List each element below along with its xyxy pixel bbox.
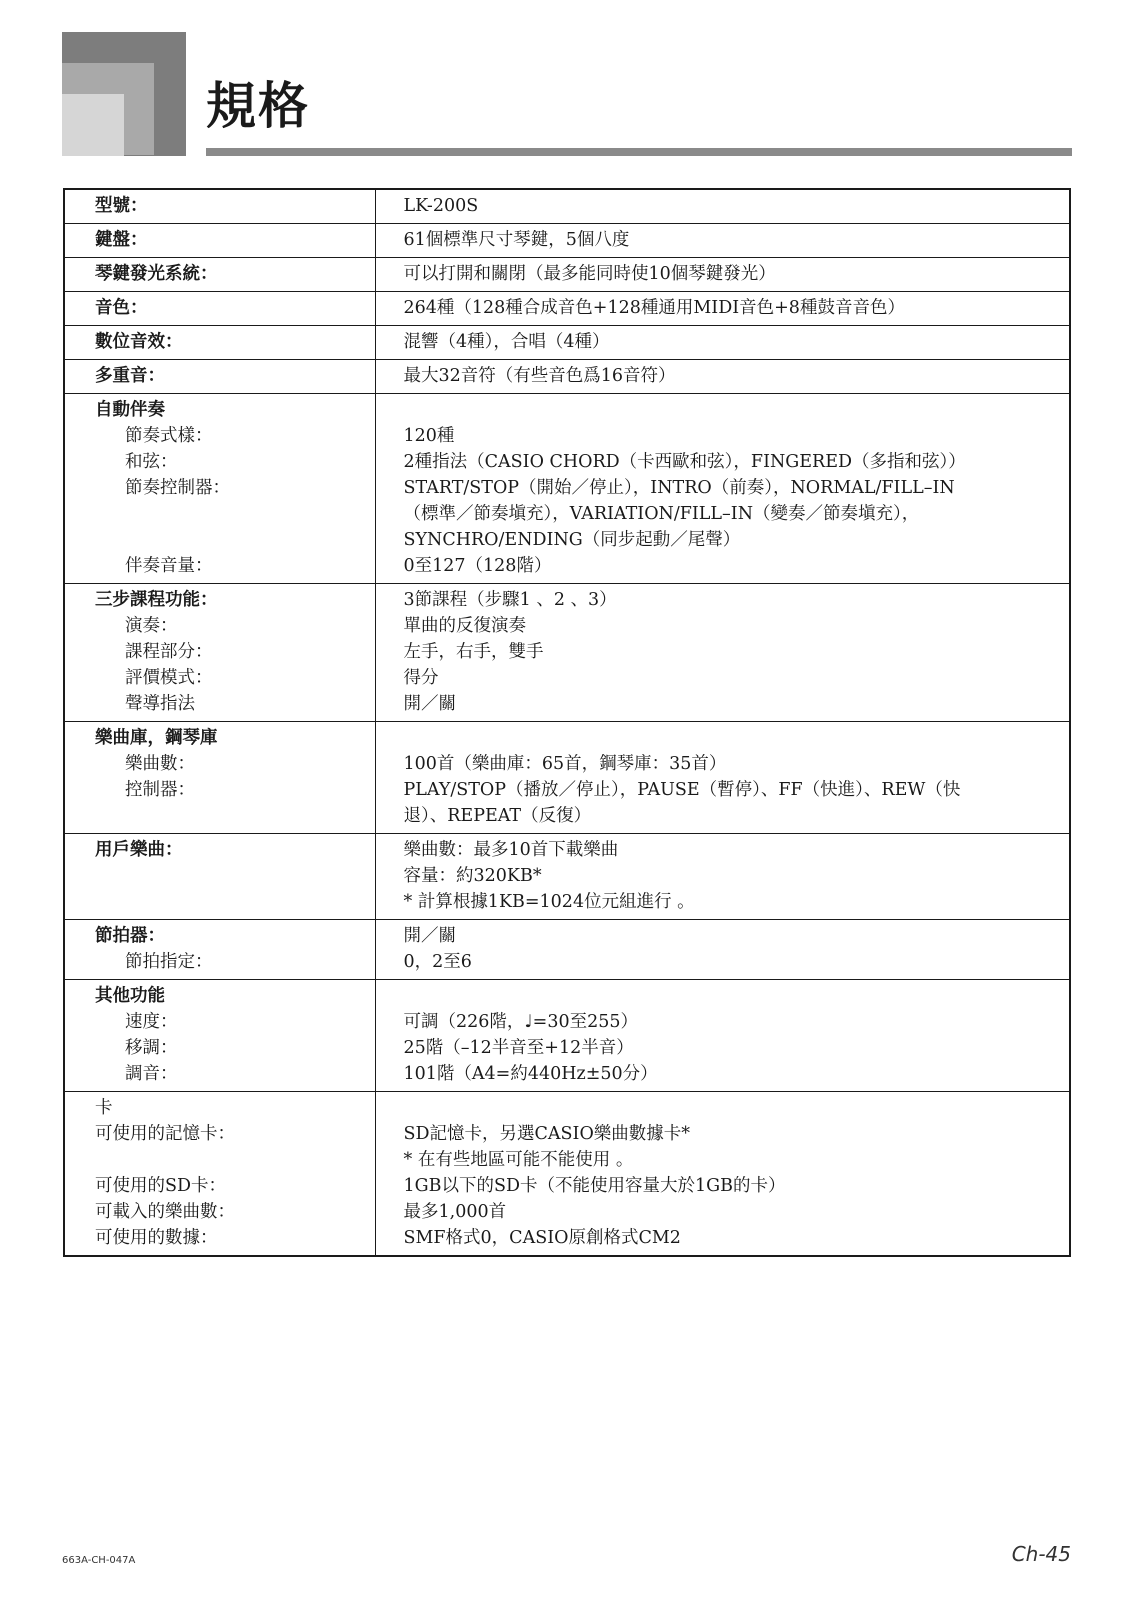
spec-sublabel: 聲導指法 xyxy=(125,694,195,714)
spec-value: START/STOP（開始／停止），INTRO（前奏），NORMAL/FILL–IN xyxy=(403,478,955,498)
spec-sublabel: 演奏： xyxy=(125,616,178,636)
spec-value: 單曲的反復演奏 xyxy=(403,616,526,636)
spec-value: 左手，右手，雙手 xyxy=(403,642,544,662)
spec-row xyxy=(64,189,1070,224)
spec-row xyxy=(64,584,1070,722)
spec-label-cell xyxy=(64,584,375,722)
spec-value-cell xyxy=(375,292,1070,326)
spec-sublabel: 調音： xyxy=(125,1064,178,1084)
spec-value-cell xyxy=(375,584,1070,722)
spec-row xyxy=(64,920,1070,980)
spec-label-cell xyxy=(64,834,375,920)
spec-row xyxy=(64,722,1070,834)
spec-row xyxy=(64,1092,1070,1257)
spec-value-cell xyxy=(375,189,1070,224)
spec-sublabel: 節拍指定： xyxy=(125,952,213,972)
spec-label: 型號： xyxy=(95,196,148,216)
spec-label: 音色： xyxy=(95,298,148,318)
spec-value: LK-200S xyxy=(403,196,479,216)
page-number: Ch-45 xyxy=(1011,1542,1071,1566)
spec-label-cell xyxy=(64,722,375,834)
spec-table xyxy=(63,188,1071,1257)
header-square-light xyxy=(62,94,124,156)
spec-row xyxy=(64,292,1070,326)
spec-value xyxy=(404,725,1052,751)
spec-value: * 計算根據1KB=1024位元組進行 。 xyxy=(403,892,695,912)
spec-value: * 在有些地區可能不能使用 。 xyxy=(403,1150,634,1170)
spec-row xyxy=(64,360,1070,394)
spec-label-cell xyxy=(64,326,375,360)
spec-sublabel: 可載入的樂曲數： xyxy=(95,1202,235,1222)
spec-row xyxy=(64,326,1070,360)
spec-value-cell xyxy=(375,834,1070,920)
spec-value: 開／關 xyxy=(403,926,456,946)
spec-label-cell xyxy=(64,394,375,584)
spec-row xyxy=(64,224,1070,258)
spec-label-cell xyxy=(64,258,375,292)
spec-sublabel xyxy=(95,1147,375,1173)
spec-label-cell xyxy=(64,920,375,980)
spec-value: 可以打開和關閉（最多能同時使10個琴鍵發光） xyxy=(403,264,776,284)
spec-value: 樂曲數：最多10首下載樂曲 xyxy=(403,840,619,860)
spec-value-cell xyxy=(375,224,1070,258)
spec-sublabel: 評價模式： xyxy=(125,668,213,688)
spec-label-cell xyxy=(64,189,375,224)
spec-label: 其他功能 xyxy=(95,986,165,1006)
spec-sublabel: 節奏式樣： xyxy=(125,426,213,446)
spec-value: SD記憶卡，另選CASIO樂曲數據卡* xyxy=(403,1124,691,1144)
spec-label: 數位音效： xyxy=(95,332,183,352)
spec-sublabel: 伴奏音量： xyxy=(125,556,213,576)
spec-sublabel: 可使用的SD卡： xyxy=(95,1176,227,1196)
spec-value: 最大32音符（有些音色爲16音符） xyxy=(403,366,676,386)
spec-value-cell xyxy=(375,722,1070,834)
spec-value: 1GB以下的SD卡（不能使用容量大於1GB的卡） xyxy=(403,1176,786,1196)
spec-sublabel: 可使用的記憶卡： xyxy=(95,1124,235,1144)
spec-label: 樂曲庫，鋼琴庫 xyxy=(95,728,218,748)
spec-value: 264種（128種合成音色+128種通用MIDI音色+8種鼓音音色） xyxy=(403,298,905,318)
spec-label-cell xyxy=(64,292,375,326)
spec-value: 混響（4種），合唱（4種） xyxy=(403,332,610,352)
spec-value: 25階（–12半音至+12半音） xyxy=(403,1038,634,1058)
spec-row xyxy=(64,394,1070,584)
spec-row xyxy=(64,980,1070,1092)
spec-value-cell xyxy=(375,1092,1070,1257)
spec-value: 3節課程（步驟1 、2 、3） xyxy=(403,590,617,610)
spec-value: 120種 xyxy=(403,426,455,446)
spec-value: 退）、REPEAT（反復） xyxy=(403,806,592,826)
spec-sublabel: 節奏控制器： xyxy=(125,478,230,498)
spec-value: 得分 xyxy=(403,668,439,688)
spec-value: 開／關 xyxy=(403,694,456,714)
spec-sublabel xyxy=(95,501,375,527)
spec-value-cell xyxy=(375,920,1070,980)
spec-value-cell xyxy=(375,360,1070,394)
spec-value xyxy=(404,397,1052,423)
spec-value: SMF格式0，CASIO原創格式CM2 xyxy=(403,1228,681,1248)
spec-label: 三步課程功能： xyxy=(95,590,218,610)
spec-label: 用戶樂曲： xyxy=(95,840,183,860)
spec-label-cell xyxy=(64,224,375,258)
spec-sublabel: 控制器： xyxy=(125,780,195,800)
spec-sublabel: 課程部分： xyxy=(125,642,213,662)
spec-row xyxy=(64,834,1070,920)
spec-value-cell xyxy=(375,258,1070,292)
spec-value xyxy=(404,1095,1052,1121)
spec-sublabel: 樂曲數： xyxy=(125,754,195,774)
spec-value: 0至127（128階） xyxy=(403,556,552,576)
page-title: 規格 xyxy=(206,77,310,135)
spec-sublabel xyxy=(95,527,375,553)
spec-sublabel: 可使用的數據： xyxy=(95,1228,218,1248)
spec-label: 鍵盤： xyxy=(95,230,148,250)
spec-label-cell xyxy=(64,360,375,394)
spec-value: 100首（樂曲庫：65首，鋼琴庫：35首） xyxy=(403,754,727,774)
spec-value: 容量：約320KB* xyxy=(403,866,542,886)
footer-code: 663A-CH-047A xyxy=(62,1555,136,1566)
spec-value: 61個標準尺寸琴鍵，5個八度 xyxy=(403,230,630,250)
spec-value-cell xyxy=(375,326,1070,360)
spec-sublabel: 和弦： xyxy=(125,452,178,472)
spec-label: 自動伴奏 xyxy=(95,400,165,420)
spec-row xyxy=(64,258,1070,292)
spec-value: 可調（226階，♩=30至255） xyxy=(403,1012,638,1032)
spec-value-cell xyxy=(375,980,1070,1092)
title-underline xyxy=(206,148,1072,156)
spec-value: （標準／節奏塡充），VARIATION/FILL–IN（變奏／節奏塡充）， xyxy=(403,504,920,524)
spec-label-cell xyxy=(64,980,375,1092)
spec-sublabel: 速度： xyxy=(125,1012,178,1032)
spec-label: 節拍器： xyxy=(95,926,165,946)
spec-value-cell xyxy=(375,394,1070,584)
spec-sublabel: 移調： xyxy=(125,1038,178,1058)
spec-label: 琴鍵發光系統： xyxy=(95,264,218,284)
spec-value: 最多1,000首 xyxy=(403,1202,507,1222)
spec-sublabel: 卡 xyxy=(95,1098,113,1118)
spec-value: 101階（A4=約440Hz±50分） xyxy=(403,1064,658,1084)
spec-value xyxy=(404,983,1052,1009)
spec-value: 2種指法（CASIO CHORD（卡西歐和弦），FINGERED（多指和弦）） xyxy=(403,452,966,472)
spec-value: SYNCHRO/ENDING（同步起動／尾聲） xyxy=(403,530,741,550)
spec-label: 多重音： xyxy=(95,366,165,386)
spec-label-cell xyxy=(64,1092,375,1257)
spec-value: 0，2至6 xyxy=(403,952,472,972)
spec-value: PLAY/STOP（播放／停止），PAUSE（暫停）、FF（快進）、REW（快 xyxy=(403,780,961,800)
